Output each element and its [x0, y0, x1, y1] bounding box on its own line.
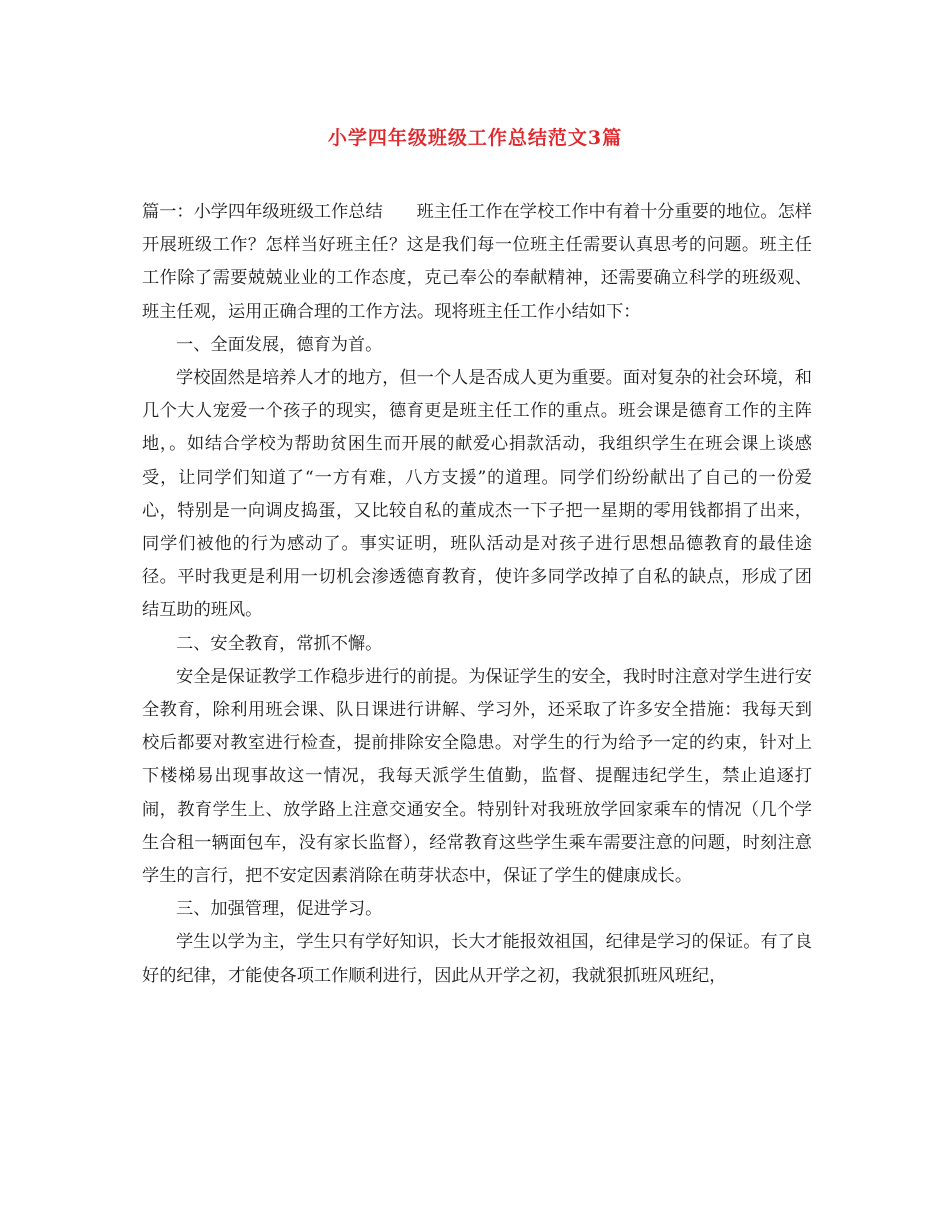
document-title: 小学四年级班级工作总结范文3篇 — [327, 127, 623, 149]
intro-paragraph — [142, 196, 812, 329]
paragraph-text: 学生以学为主，学生只有学好知识，长大才能报效祖国，纪律是学习的保证。有了良好的纪律，才能使各项工作顺利进行，因此从开学之初，我就狠抓班风班纪， — [142, 932, 812, 986]
paragraph-text: 学校固然是培养人才的地方，但一个人是否成人更为重要。面对复杂的社会环境，和几个大人宠爱一个孩子的现实，德育更是班主任工作的重点。班会课是德育工作的主阵地，。如结合学校为帮助贫困生而开展的献爱心捐款活动，我组织学生在班会课上谈感受，让同学们知道了“一方有难，八方支援”的道理。同学们纷纷献出了自己的一份爱心，特别是一向调皮捣蛋，又比较自私的董成杰一下子把一星期的零用钱都捐了出来，同学们被他的行为感动了。事实证明，班队活动是对孩子进行思想品德教育的最佳途径。平时我更是利用一切机会渗透德育教育，使许多同学改掉了自私的缺点，形成了团结互助的班风。 — [142, 368, 812, 621]
paragraph-text: 安全是保证教学工作稳步进行的前提。为保证学生的安全，我时时注意对学生进行安全教育，除利用班会课、队日课进行讲解、学习外，还采取了许多安全措施：我每天到校后都要对教室进行检查，提前排除安全隐患。对学生的行为给予一定的约束，针对上下楼梯易出现事故这一情况，我每天派学生值勤，监督、提醒违纪学生，禁止追逐打闹，教育学生上、放学路上注意交通安全。特别针对我班放学回家乘车的情况（几个学生合租一辆面包车，没有家长监督），经常教育这些学生乘车需要注意的问题，时刻注意学生的言行，把不安定因素消除在萌芽状态中，保证了学生的健康成长。 — [142, 666, 812, 887]
document-body — [142, 196, 812, 993]
section-heading-2: 二、安全教育，常抓不懈。 — [176, 633, 383, 654]
section-heading-3: 三、加强管理，促进学习。 — [176, 899, 383, 920]
section-heading-1: 一、全面发展，德育为首。 — [176, 334, 383, 355]
intro-heading: 篇一：小学四年级班级工作总结 — [142, 202, 383, 222]
paragraph-text: 班主任工作在学校工作中有着十分重要的地位。怎样开展班级工作？怎样当好班主任？这是我们每一位班主任需要认真思考的问题。班主任工作除了需要兢兢业业的工作态度，克己奉公的奉献精神，还需要确立科学的班级观、班主任观，运用正确合理的工作方法。现将班主任工作小结如下： — [142, 202, 812, 322]
